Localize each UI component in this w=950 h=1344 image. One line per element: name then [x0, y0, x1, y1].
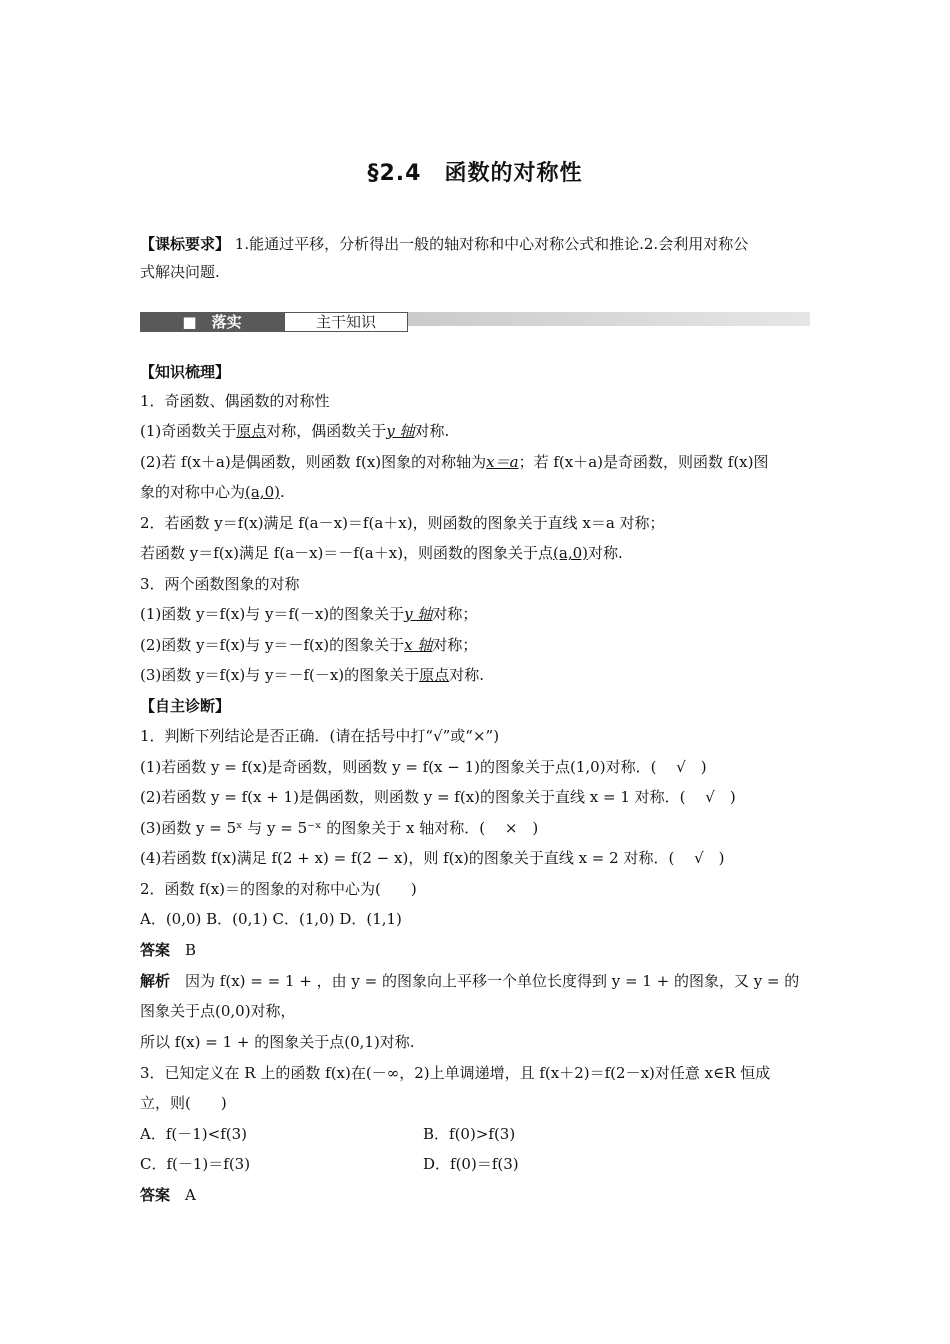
analysis-label: 解析: [140, 972, 171, 990]
text: (1)函数 y＝f(x)与 y＝f(－x)的图象关于: [140, 605, 405, 623]
text: (1)奇函数关于: [140, 422, 237, 440]
analysis-text: 因为 f(x) = = 1 + ，由 y = 的图象向上平移一个单位长度得到 y = 1 + 的图象，又 y = 的: [185, 972, 800, 990]
text: 对称，偶函数关于: [266, 422, 387, 440]
banner-label-light: 主干知识: [284, 312, 408, 332]
knowledge-item-3-2: [140, 630, 812, 660]
knowledge-item-2: 2．若函数 y＝f(x)满足 f(a－x)＝f(a＋x)，则函数的图象关于直线 x＝a 对称；: [140, 514, 665, 532]
knowledge-item-3-1: [140, 599, 812, 629]
knowledge-item-3: 3．两个函数图象的对称: [140, 575, 300, 593]
question-2-options: A．(0,0) B．(0,1) C．(1,0) D．(1,1): [140, 910, 402, 928]
section-banner: [140, 290, 810, 336]
answer-underline: 原点: [236, 422, 267, 440]
text: (2)函数 y＝f(x)与 y＝－f(x)的图象关于: [140, 636, 405, 654]
answer-value: A: [185, 1186, 196, 1204]
text: (2)若 f(x＋a)是偶函数，则函数 f(x)图象的对称轴为: [140, 453, 487, 471]
text: 象的对称中心为: [140, 483, 246, 501]
requirements-text-1: 1.能通过平移，分析得出一般的轴对称和中心对称公式和推论.2.会利用对称公: [234, 235, 749, 253]
text: 对称；: [432, 605, 478, 623]
answer-underline: 原点: [419, 666, 450, 684]
answer-label: 答案: [140, 941, 171, 959]
text: .: [279, 483, 285, 501]
answer-label: 答案: [140, 1186, 171, 1204]
question-3-option-a: A．f(－1)<f(3): [140, 1125, 247, 1143]
text: 对称.: [414, 422, 450, 440]
answer-underline: y 轴: [404, 605, 433, 623]
question-2-answer: [140, 935, 812, 965]
question-3-answer: [140, 1180, 812, 1210]
question-3: 3．已知定义在 R 上的函数 f(x)在(－∞，2)上单调递增，且 f(x＋2)＝f(2－x)对任意 x∈R 恒成: [140, 1064, 771, 1082]
answer-underline: y 轴: [386, 422, 415, 440]
text: 对称；: [432, 636, 478, 654]
requirements-line-2: 式解决问题.: [140, 263, 220, 281]
text: ；若 f(x＋a)是奇函数，则函数 f(x)图: [518, 453, 769, 471]
text: 对称.: [449, 666, 484, 684]
text: 对称.: [588, 544, 623, 562]
knowledge-item-1-1: [140, 416, 812, 446]
diagnosis-heading: 【自主诊断】: [140, 697, 231, 715]
knowledge-item-3-3: [140, 660, 812, 690]
page-title: §2.4 函数的对称性: [367, 161, 583, 186]
question-3-option-d: D．f(0)＝f(3): [423, 1155, 519, 1173]
knowledge-heading: 【知识梳理】: [140, 363, 231, 381]
question-2-analysis-3: 所以 f(x) = 1 + 的图象关于点(0,1)对称.: [140, 1033, 415, 1051]
text: (3)函数 y＝f(x)与 y＝－f(－x)的图象关于: [140, 666, 420, 684]
answer-underline: (a,0): [245, 483, 280, 501]
knowledge-item-1-2-cont: [140, 477, 812, 507]
text: 若函数 y＝f(x)满足 f(a－x)＝－f(a＋x)，则函数的图象关于点: [140, 544, 554, 562]
banner-label-dark: ■ 落实: [140, 312, 284, 332]
requirements-line-1: [140, 229, 812, 259]
question-2: 2．函数 f(x)＝的图象的对称中心为( ): [140, 880, 417, 898]
requirements-label: 【课标要求】: [140, 235, 231, 253]
knowledge-item-1-2: [140, 447, 812, 477]
answer-underline: x 轴: [404, 636, 433, 654]
question-3-option-b: B．f(0)>f(3): [423, 1125, 516, 1143]
answer-underline: x＝a: [486, 453, 519, 471]
question-1: 1．判断下列结论是否正确．(请在括号中打“√”或“×”): [140, 727, 500, 745]
question-2-analysis: [140, 966, 812, 996]
knowledge-item-1: 1．奇函数、偶函数的对称性: [140, 392, 330, 410]
question-3-cont: 立，则( ): [140, 1094, 227, 1112]
question-1-1: (1)若函数 y = f(x)是奇函数，则函数 y = f(x − 1)的图象关于点(1,0)对称．( √ ): [140, 758, 707, 776]
answer-underline: (a,0): [553, 544, 589, 562]
question-3-option-c: C．f(－1)＝f(3): [140, 1155, 251, 1173]
question-1-3: (3)函数 y = 5ˣ 与 y = 5⁻ˣ 的图象关于 x 轴对称．( × ): [140, 819, 539, 837]
question-1-2: (2)若函数 y = f(x + 1)是偶函数，则函数 y = f(x)的图象关于直线 x = 1 对称．( √ ): [140, 788, 736, 806]
question-2-analysis-2: 图象关于点(0,0)对称，: [140, 1002, 296, 1020]
question-1-4: (4)若函数 f(x)满足 f(2 + x) = f(2 − x)，则 f(x)的图象关于直线 x = 2 对称．( √ ): [140, 849, 725, 867]
knowledge-item-2-cont: [140, 538, 812, 568]
answer-value: B: [185, 941, 197, 959]
